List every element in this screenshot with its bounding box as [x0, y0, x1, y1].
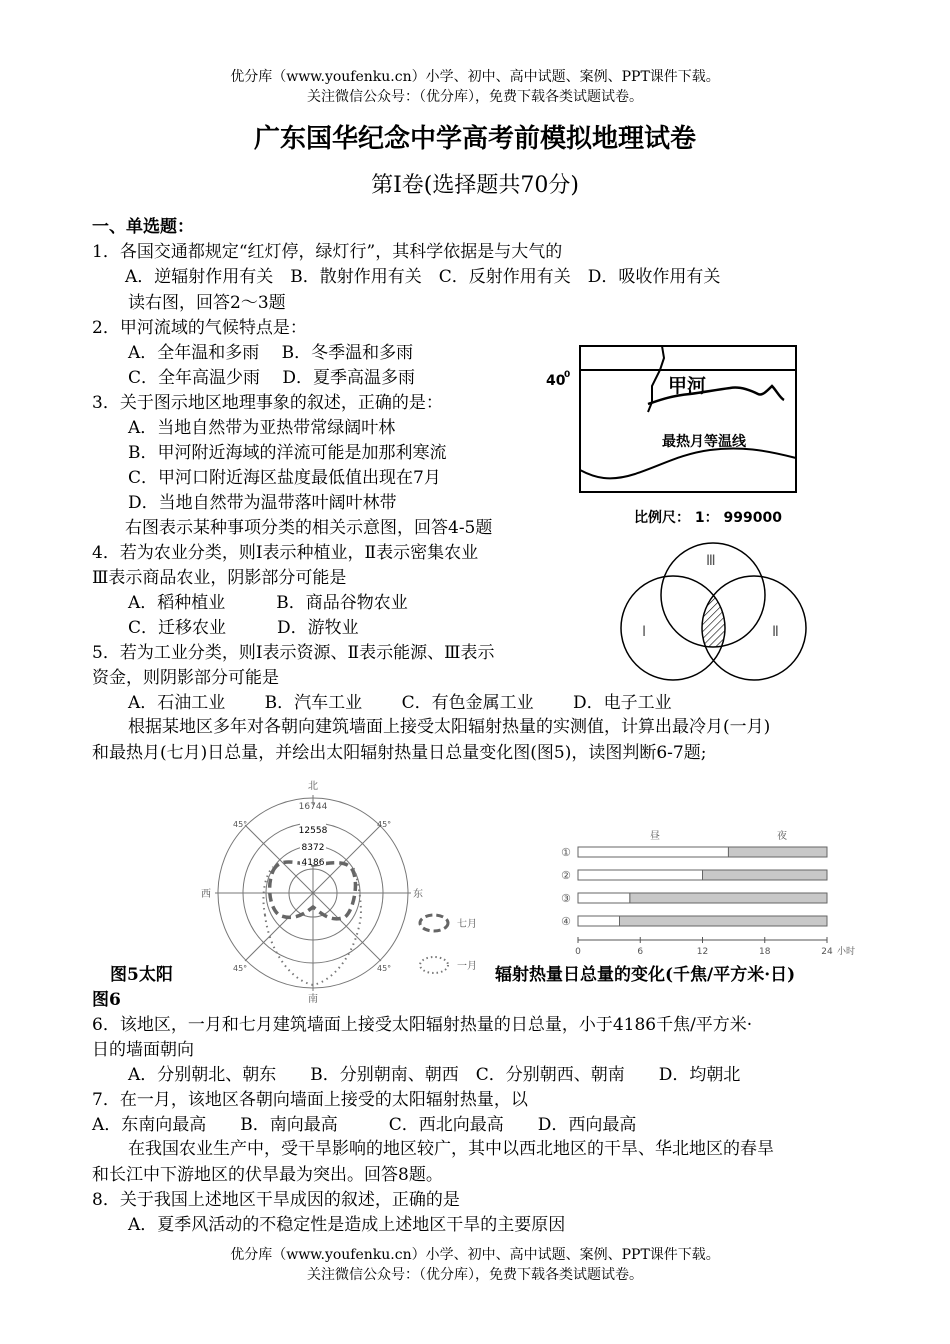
read-map-instruction: 读右图，回答2～3题	[128, 293, 286, 313]
bar-night-4	[620, 916, 828, 926]
ring-label-16744: 16744	[298, 802, 328, 812]
footer-line-2: 关注微信公众号：（优分库），免费下载各类试题试卷。	[307, 1267, 643, 1283]
q5-options: A．石油工业 B．汽车工业 C．有色金属工业 D．电子工业	[128, 693, 672, 713]
label-south: 南	[308, 994, 318, 1005]
bar-day-2	[578, 870, 703, 880]
page-title: 广东国华纪念中学高考前模拟地理试卷	[253, 124, 696, 154]
q4-stem-2: Ⅲ表示商品农业，阴影部分可能是	[92, 568, 347, 588]
label-north: 北	[308, 781, 318, 792]
x-tick-label-6: 6	[637, 947, 644, 957]
deg-se: 45°	[377, 964, 392, 973]
bar-day-3	[578, 893, 630, 903]
deg-ne: 45°	[377, 820, 392, 829]
q5-stem-2: 资金，则阴影部分可能是	[92, 668, 279, 688]
intro-q8-line-2: 和长江中下游地区的伏旱最为突出。回答8题。	[92, 1165, 443, 1185]
venn-diagram	[610, 540, 810, 685]
q2-stem: 2．甲河流域的气候特点是：	[92, 318, 307, 338]
q8-option-a: A．夏季风活动的不稳定性是造成上述地区干旱的主要原因	[128, 1215, 566, 1235]
legend-jan-label: 一月	[457, 961, 477, 972]
legend-july-symbol	[420, 915, 448, 931]
bar-night-1	[728, 847, 827, 857]
header-line-2: 关注微信公众号：（优分库），免费下载各类试题试卷。	[307, 89, 643, 105]
x-tick-label-24: 24	[821, 947, 833, 957]
q4-stem-1: 4．若为农业分类，则Ⅰ表示种植业，Ⅱ表示密集农业	[92, 543, 479, 563]
figure-6-caption: 图6	[92, 990, 121, 1010]
q3-option-d: D．当地自然带为温带落叶阔叶林带	[128, 493, 397, 513]
q5-stem-1: 5．若为工业分类，则Ⅰ表示资源、Ⅱ表示能源、Ⅲ表示	[92, 643, 495, 663]
q2-options-cd: C．全年高温少雨 D．夏季高温多雨	[128, 368, 416, 388]
q8-stem: 8．关于我国上述地区干旱成因的叙述，正确的是	[92, 1190, 460, 1210]
q4-options-cd: C．迁移农业 D．游牧业	[128, 618, 359, 638]
latitude-label: 40	[546, 373, 566, 389]
ring-label-12558: 12558	[298, 826, 328, 836]
q1-options: A．逆辐射作用有关 B．散射作用有关 C．反射作用有关 D．吸收作用有关	[125, 267, 721, 287]
intro-q8-line-1: 在我国农业生产中，受干旱影响的地区较广，其中以西北地区的干旱、华北地区的春旱	[128, 1139, 774, 1159]
x-tick-label-12: 12	[696, 947, 709, 957]
x-tick-label-18: 18	[759, 947, 771, 957]
isotherm-label: 最热月等温线	[662, 434, 746, 450]
footer-line-1: 优分库（www.youfenku.cn）小学、初中、高中试题、案例、PPT课件下载。	[230, 1247, 720, 1263]
q4-options-ab: A．稻种植业 B．商品谷物农业	[128, 593, 408, 613]
bar-night-2	[703, 870, 828, 880]
day-night-bar-chart	[555, 825, 885, 960]
q2-options-ab: A．全年温和多雨 B．冬季温和多雨	[128, 343, 414, 363]
bar-label-1: ①	[561, 846, 571, 859]
bar-night-3	[630, 893, 827, 903]
q1-stem: 1．各国交通都规定“红灯停，绿灯行”，其科学依据是与大气的	[92, 242, 563, 262]
intro-q4-5: 右图表示某种事项分类的相关示意图，回答4-5题	[125, 518, 493, 538]
latitude-degree: 0	[564, 370, 571, 380]
q7-stem: 7．在一月，该地区各朝向墙面上接受的太阳辐射热量，以	[92, 1090, 528, 1110]
solar-radiation-polar-chart	[195, 775, 495, 1005]
q3-option-c: C．甲河口附近海区盐度最低值出现在7月	[128, 468, 441, 488]
deg-sw: 45°	[233, 964, 248, 973]
river-label: 甲河	[668, 375, 707, 397]
bar-label-4: ④	[561, 915, 571, 928]
ring-label-4186: 4186	[301, 858, 325, 868]
q6-stem-2: 日的墙面朝向	[92, 1040, 194, 1060]
q7-options: A．东南向最高 B．南向最高 C．西北向最高 D．西向最高	[92, 1115, 637, 1135]
bar-day-4	[578, 916, 620, 926]
isotherm-line	[580, 448, 796, 478]
ring-label-8372: 8372	[301, 843, 325, 853]
legend-july-label: 七月	[457, 919, 477, 930]
label-i: Ⅰ	[642, 624, 647, 640]
deg-nw: 45°	[233, 820, 248, 829]
intro-q6-7-line-1: 根据某地区多年对各朝向建筑墙面上接受太阳辐射热量的实测值，计算出最冷月(一月)	[128, 717, 771, 737]
q3-option-b: B．甲河附近海域的洋流可能是加那利寒流	[128, 443, 447, 463]
label-iii: Ⅲ	[706, 553, 716, 569]
header-line-1: 优分库（www.youfenku.cn）小学、初中、高中试题、案例、PPT课件下载。	[230, 69, 720, 85]
q6-stem-1: 6．该地区，一月和七月建筑墙面上接受太阳辐射热量的日总量，小于4186千焦/平方米·	[92, 1015, 753, 1035]
figure-5-caption-right: 辐射热量日总量的变化(千焦/平方米·日)	[495, 965, 796, 985]
page-subtitle: 第Ⅰ卷(选择题共70分)	[371, 173, 579, 198]
q3-option-a: A．当地自然带为亚热带常绿阔叶林	[128, 418, 396, 438]
label-ii: Ⅱ	[772, 624, 779, 640]
x-axis-unit: 小时	[837, 947, 856, 957]
bar-label-3: ③	[561, 892, 571, 905]
label-west: 西	[201, 889, 211, 900]
river-map-figure	[540, 340, 800, 530]
q3-stem: 3．关于图示地区地理事象的叙述，正确的是：	[92, 393, 443, 413]
map-frame	[580, 346, 796, 492]
label-day: 昼	[650, 831, 660, 842]
x-tick-label-0: 0	[575, 947, 581, 957]
section-heading: 一、单选题：	[92, 217, 194, 237]
figure-5-caption-left: 图5太阳	[110, 965, 173, 985]
q6-options: A．分别朝北、朝东 B．分别朝南、朝西 C．分别朝西、朝南 D．均朝北	[128, 1065, 741, 1085]
label-east: 东	[413, 889, 423, 900]
scale-label: 比例尺： 1： 999000	[634, 510, 782, 526]
bar-day-1	[578, 847, 728, 857]
label-night: 夜	[777, 831, 787, 842]
legend-jan-symbol	[420, 957, 448, 973]
intro-q6-7-line-2: 和最热月(七月)日总量，并绘出太阳辐射热量日总量变化图(图5)，读图判断6-7题;	[92, 743, 707, 763]
bar-label-2: ②	[561, 869, 571, 882]
